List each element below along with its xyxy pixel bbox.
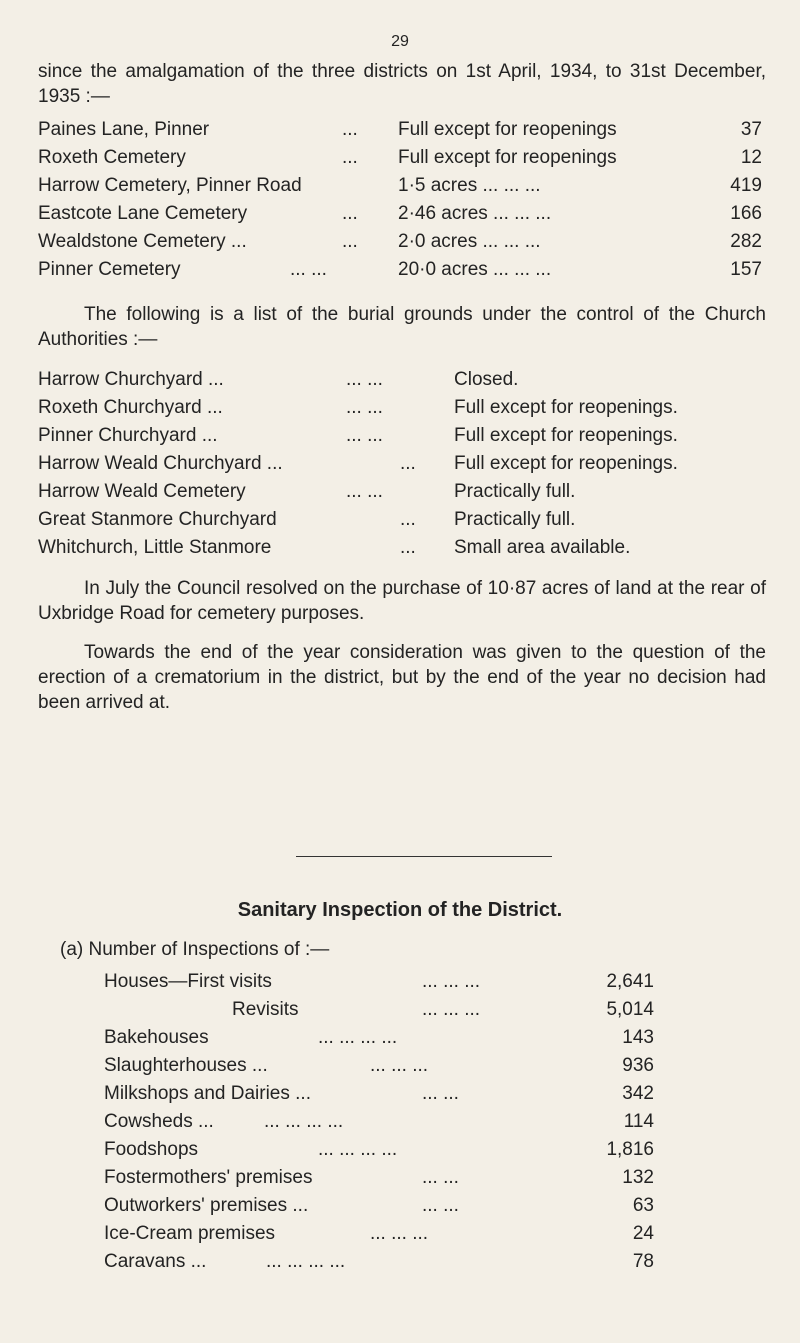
- inspection-name: Ice-Cream premises: [104, 1223, 276, 1244]
- churchyard-status: Closed.: [454, 369, 519, 390]
- inspection-name: Caravans ...: [104, 1251, 207, 1272]
- leader-dots: ... ... ... ...: [266, 1251, 346, 1272]
- leader-dots: ... ...: [290, 259, 327, 280]
- churchyard-status: Small area available.: [454, 537, 631, 558]
- inspection-value: 63: [632, 1195, 654, 1216]
- inspection-value: 2,641: [606, 971, 654, 992]
- churchyard-name: Harrow Weald Churchyard ...: [38, 453, 283, 474]
- leader-dots: ... ...: [422, 1083, 459, 1104]
- leader-dots: ... ...: [346, 397, 383, 418]
- intro-paragraph: since the amalgamation of the three districts on 1st April, 1934, to 31st December, 1935 :—: [38, 61, 766, 107]
- inspection-name: Foodshops: [104, 1139, 199, 1160]
- inspection-value: 78: [632, 1251, 654, 1272]
- cemetery-value: 37: [740, 119, 762, 140]
- inspection-name: Milkshops and Dairies ...: [104, 1083, 311, 1104]
- inspection-value: 132: [622, 1167, 654, 1188]
- church-intro-paragraph: The following is a list of the burial grounds under the control of the Church Authorities :—: [38, 304, 766, 350]
- cemetery-name: Roxeth Cemetery: [38, 147, 186, 168]
- cemetery-status: 20·0 acres ... ... ...: [398, 259, 552, 280]
- cemetery-name: Wealdstone Cemetery ...: [38, 231, 247, 252]
- leader-dots: ... ... ... ...: [264, 1111, 344, 1132]
- inspection-value: 143: [622, 1027, 654, 1048]
- churchyard-name: Harrow Churchyard ...: [38, 369, 224, 390]
- inspection-value: 5,014: [606, 999, 654, 1020]
- crematorium-paragraph: Towards the end of the year consideration was given to the question of the erection of a crematorium in the district, but by the end of the year no decision had been arrived at.: [38, 642, 766, 713]
- cemetery-value: 157: [730, 259, 762, 280]
- leader-dots: ... ... ...: [422, 999, 481, 1020]
- churchyard-status: Full except for reopenings.: [454, 425, 678, 446]
- cemetery-status: 1·5 acres ... ... ...: [398, 175, 541, 196]
- leader-dots: ... ...: [422, 1195, 459, 1216]
- july-paragraph: In July the Council resolved on the purchase of 10·87 acres of land at the rear of Uxbridge Road for cemetery purposes.: [38, 578, 766, 624]
- leader-dots: ... ...: [422, 1167, 459, 1188]
- churchyard-name: Pinner Churchyard ...: [38, 425, 218, 446]
- cemetery-name: Eastcote Lane Cemetery: [38, 203, 248, 224]
- leader-dots: ...: [400, 453, 416, 474]
- inspection-name: Bakehouses: [104, 1027, 209, 1048]
- churchyard-status: Full except for reopenings.: [454, 397, 678, 418]
- inspection-name: Slaughterhouses ...: [104, 1055, 268, 1076]
- inspection-name: Houses—First visits: [104, 971, 272, 992]
- cemetery-value: 166: [730, 203, 762, 224]
- churchyard-status: Full except for reopenings.: [454, 453, 678, 474]
- page-number: 29: [391, 33, 409, 50]
- inspection-name: Fostermothers' premises: [104, 1167, 313, 1188]
- leader-dots: ... ...: [346, 369, 383, 390]
- leader-dots: ...: [400, 509, 416, 530]
- cemetery-name: Harrow Cemetery, Pinner Road: [38, 175, 302, 196]
- inspection-name: Cowsheds ...: [104, 1111, 214, 1132]
- churchyard-name: Great Stanmore Churchyard: [38, 509, 277, 530]
- churchyard-name: Harrow Weald Cemetery: [38, 481, 246, 502]
- inspection-value: 24: [632, 1223, 654, 1244]
- inspections-label: (a) Number of Inspections of :—: [60, 939, 330, 960]
- leader-dots: ... ...: [346, 481, 383, 502]
- inspection-value: 342: [622, 1083, 654, 1104]
- leader-dots: ...: [342, 231, 358, 252]
- cemetery-status: Full except for reopenings: [398, 147, 617, 168]
- churchyard-name: Roxeth Churchyard ...: [38, 397, 223, 418]
- inspection-value: 936: [622, 1055, 654, 1076]
- leader-dots: ... ... ...: [370, 1055, 429, 1076]
- inspection-name: Revisits: [232, 999, 299, 1020]
- leader-dots: ... ... ... ...: [318, 1139, 398, 1160]
- inspection-value: 114: [623, 1111, 654, 1132]
- section-heading: Sanitary Inspection of the District.: [237, 899, 563, 921]
- cemetery-name: Paines Lane, Pinner: [38, 119, 210, 140]
- cemetery-name: Pinner Cemetery: [38, 259, 181, 280]
- cemetery-value: 282: [730, 231, 762, 252]
- cemetery-value: 12: [740, 147, 762, 168]
- leader-dots: ... ... ...: [370, 1223, 429, 1244]
- churchyard-status: Practically full.: [454, 481, 576, 502]
- churchyard-status: Practically full.: [454, 509, 576, 530]
- cemetery-status: 2·0 acres ... ... ...: [398, 231, 541, 252]
- leader-dots: ... ... ... ...: [318, 1027, 398, 1048]
- leader-dots: ...: [400, 537, 416, 558]
- leader-dots: ...: [342, 203, 358, 224]
- cemetery-status: 2·46 acres ... ... ...: [398, 203, 552, 224]
- churchyard-name: Whitchurch, Little Stanmore: [38, 537, 272, 558]
- inspection-name: Outworkers' premises ...: [104, 1195, 309, 1216]
- leader-dots: ... ... ...: [422, 971, 481, 992]
- inspection-value: 1,816: [606, 1139, 654, 1160]
- leader-dots: ... ...: [346, 425, 383, 446]
- leader-dots: ...: [342, 147, 358, 168]
- cemetery-status: Full except for reopenings: [398, 119, 617, 140]
- leader-dots: ...: [342, 119, 358, 140]
- cemetery-value: 419: [730, 175, 762, 196]
